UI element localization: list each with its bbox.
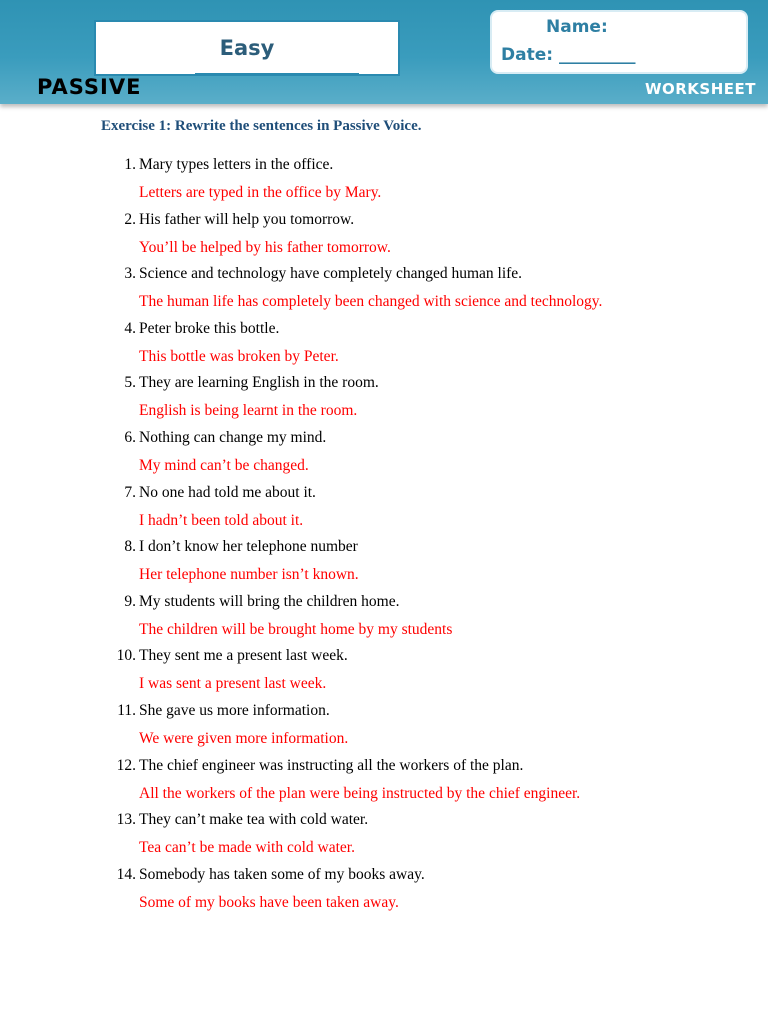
exercise-item — [0, 865, 768, 920]
item-question: No one had told me about it. — [139, 483, 316, 501]
item-answer: The human life has completely been changed with science and technology. — [139, 293, 603, 311]
item-number: 7. — [124, 483, 136, 501]
level-box — [94, 20, 400, 76]
item-number: 5. — [124, 374, 136, 392]
exercise-item — [0, 483, 768, 538]
item-number: 14. — [116, 865, 136, 883]
item-number: 4. — [124, 319, 136, 337]
item-question: My students will bring the children home. — [139, 592, 400, 610]
item-question: Somebody has taken some of my books away. — [139, 865, 425, 883]
item-answer: My mind can’t be changed. — [139, 456, 309, 474]
exercise-item — [0, 210, 768, 265]
item-question: His father will help you tomorrow. — [139, 210, 355, 228]
worksheet-label: WORKSHEET — [644, 80, 756, 98]
exercise-item — [0, 537, 768, 592]
item-answer: You’ll be helped by his father tomorrow. — [139, 238, 391, 256]
item-number: 2. — [124, 210, 136, 228]
item-question: Peter broke this bottle. — [139, 319, 280, 337]
exercise-title: Exercise 1: Rewrite the sentences in Passive Voice. — [101, 118, 422, 134]
item-answer: This bottle was broken by Peter. — [139, 347, 339, 365]
worksheet-topic: PASSIVE — [37, 75, 142, 99]
item-number: 13. — [116, 811, 136, 829]
exercise-item — [0, 264, 768, 319]
item-number: 6. — [124, 428, 136, 446]
item-number: 12. — [116, 756, 136, 774]
item-answer: The children will be brought home by my students — [139, 620, 453, 638]
item-answer: I hadn’t been told about it. — [139, 511, 304, 529]
item-question: Science and technology have completely changed human life. — [139, 265, 523, 283]
item-answer: Her telephone number isn’t known. — [139, 566, 359, 584]
exercise-item — [0, 155, 768, 210]
item-question: The chief engineer was instructing all the workers of the plan. — [139, 756, 524, 774]
item-question: They sent me a present last week. — [139, 647, 348, 665]
item-answer: We were given more information. — [139, 729, 349, 747]
exercise-item — [0, 810, 768, 865]
exercise-item — [0, 592, 768, 647]
item-answer: All the workers of the plan were being instructed by the chief engineer. — [139, 784, 581, 802]
item-question: They can’t make tea with cold water. — [139, 811, 369, 829]
item-answer: Some of my books have been taken away. — [139, 893, 399, 911]
item-question: I don’t know her telephone number — [139, 538, 358, 556]
item-answer: Tea can’t be made with cold water. — [139, 839, 355, 857]
item-question: Mary types letters in the office. — [139, 156, 334, 173]
item-question: She gave us more information. — [139, 701, 330, 719]
item-number: 9. — [124, 592, 136, 610]
item-number: 8. — [124, 538, 136, 556]
item-question: Nothing can change my mind. — [139, 428, 327, 446]
exercise-item — [0, 373, 768, 428]
item-number: 11. — [117, 701, 136, 719]
item-answer: English is being learnt in the room. — [139, 402, 358, 420]
exercise-item — [0, 756, 768, 811]
item-answer: I was sent a present last week. — [139, 675, 327, 693]
item-number: 10. — [116, 647, 136, 665]
level-underline — [195, 73, 359, 74]
level-label: Easy — [219, 36, 275, 60]
exercise-item — [0, 646, 768, 701]
exercise-item — [0, 701, 768, 756]
item-number: 1. — [124, 156, 136, 173]
worksheet-header — [0, 0, 768, 104]
name-label: Name: — [546, 17, 608, 37]
name-date-box — [490, 10, 748, 74]
exercise-item — [0, 428, 768, 483]
item-answer: Letters are typed in the office by Mary. — [139, 184, 382, 201]
item-number: 3. — [124, 265, 136, 283]
exercise-item — [0, 319, 768, 374]
date-label: Date: _________ — [501, 45, 636, 65]
item-question: They are learning English in the room. — [139, 374, 379, 392]
exercise-list — [0, 155, 768, 919]
